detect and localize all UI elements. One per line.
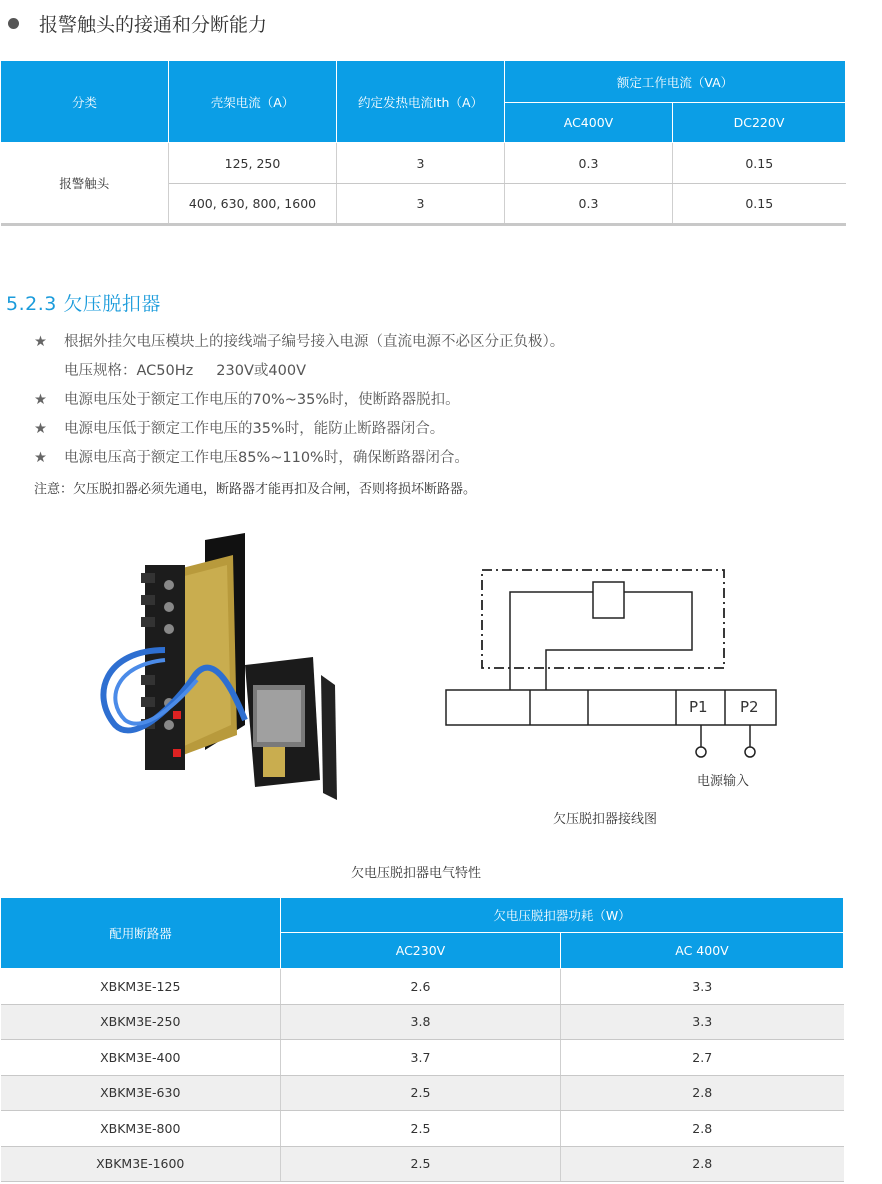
p1-label: P1 [689, 698, 708, 716]
header-breaker: 配用断路器 [1, 898, 281, 969]
subsection-title: 5.2.3 欠压脱扣器 [6, 293, 161, 315]
star-icon: ★ [34, 450, 47, 466]
category-cell: 报警触头 [1, 143, 169, 225]
ith-cell: 3 [337, 143, 505, 184]
ith-cell: 3 [337, 184, 505, 225]
ac230-cell: 2.5 [281, 1075, 561, 1111]
frame-cell: 400, 630, 800, 1600 [169, 184, 337, 225]
header-ac400: AC 400V [561, 933, 844, 969]
power-input-label: 电源输入 [697, 774, 750, 789]
model-cell: XBKM3E-250 [1, 1004, 281, 1040]
ac400-cell: 2.8 [561, 1075, 844, 1111]
dc-cell: 0.15 [673, 143, 846, 184]
alarm-contact-table [0, 60, 846, 226]
p2-label: P2 [740, 698, 759, 716]
header-ac230: AC230V [281, 933, 561, 969]
table-row [1, 969, 844, 1005]
ac400-cell: 3.3 [561, 969, 844, 1005]
section-title: 报警触头的接通和分断能力 [39, 14, 268, 36]
ac400-cell: 2.8 [561, 1111, 844, 1147]
feature-list [34, 332, 564, 477]
list-item-text: 电压规格：AC50Hz 230V或400V [64, 363, 306, 379]
ac230-cell: 3.7 [281, 1040, 561, 1076]
ac400-cell: 3.3 [561, 1004, 844, 1040]
header-rated-current: 额定工作电流（VA） [505, 61, 846, 103]
header-ac400: AC400V [505, 103, 673, 143]
undervoltage-release-photo [85, 525, 355, 810]
table2-caption: 欠电压脱扣器电气特性 [351, 866, 482, 881]
list-item-text: 电源电压处于额定工作电压的70%~35%时，使断路器脱扣。 [64, 392, 460, 408]
header-category: 分类 [1, 61, 169, 143]
star-icon: ★ [34, 392, 47, 408]
list-item [34, 361, 564, 390]
ac400-cell: 2.8 [561, 1146, 844, 1182]
section-heading [8, 10, 267, 37]
table-row [1, 1075, 844, 1111]
terminal-p1-icon [696, 747, 706, 757]
ac230-cell: 2.6 [281, 969, 561, 1005]
list-item-text: 电源电压高于额定工作电压85%~110%时，确保断路器闭合。 [64, 450, 469, 466]
table-row [1, 1040, 844, 1076]
bullet-dot-icon [8, 18, 19, 29]
list-item-text: 根据外挂欠电压模块上的接线端子编号接入电源（直流电源不必区分正负极）。 [64, 334, 565, 350]
header-thermal-current: 约定发热电流Ith（A） [337, 61, 505, 143]
header-power: 欠电压脱扣器功耗（W） [281, 898, 844, 933]
undervoltage-spec-table [0, 897, 844, 1182]
model-cell: XBKM3E-1600 [1, 1146, 281, 1182]
table-row [1, 1111, 844, 1147]
ac230-cell: 3.8 [281, 1004, 561, 1040]
warning-note: 注意：欠压脱扣器必须先通电，断路器才能再扣及合闸，否则将损坏断路器。 [34, 482, 477, 497]
header-dc220: DC220V [673, 103, 846, 143]
list-item [34, 390, 564, 419]
model-cell: XBKM3E-400 [1, 1040, 281, 1076]
list-item-text: 电源电压低于额定工作电压的35%时，能防止断路器闭合。 [64, 421, 445, 437]
star-placeholder [34, 361, 64, 390]
frame-cell: 125, 250 [169, 143, 337, 184]
wiring-diagram [440, 560, 785, 795]
ac230-cell: 2.5 [281, 1111, 561, 1147]
list-item [34, 332, 564, 361]
model-cell: XBKM3E-800 [1, 1111, 281, 1147]
table-row [1, 1146, 844, 1182]
ac230-cell: 2.5 [281, 1146, 561, 1182]
table-row [1, 1004, 844, 1040]
terminal-p2-icon [745, 747, 755, 757]
ac400-cell: 2.7 [561, 1040, 844, 1076]
ac-cell: 0.3 [505, 184, 673, 225]
ac-cell: 0.3 [505, 143, 673, 184]
star-icon: ★ [34, 421, 47, 437]
dc-cell: 0.15 [673, 184, 846, 225]
list-item [34, 448, 564, 477]
diagram-caption: 欠压脱扣器接线图 [553, 812, 658, 827]
model-cell: XBKM3E-125 [1, 969, 281, 1005]
star-icon: ★ [34, 334, 47, 350]
model-cell: XBKM3E-630 [1, 1075, 281, 1111]
table-row [1, 143, 846, 184]
list-item [34, 419, 564, 448]
header-frame-current: 壳架电流（A） [169, 61, 337, 143]
